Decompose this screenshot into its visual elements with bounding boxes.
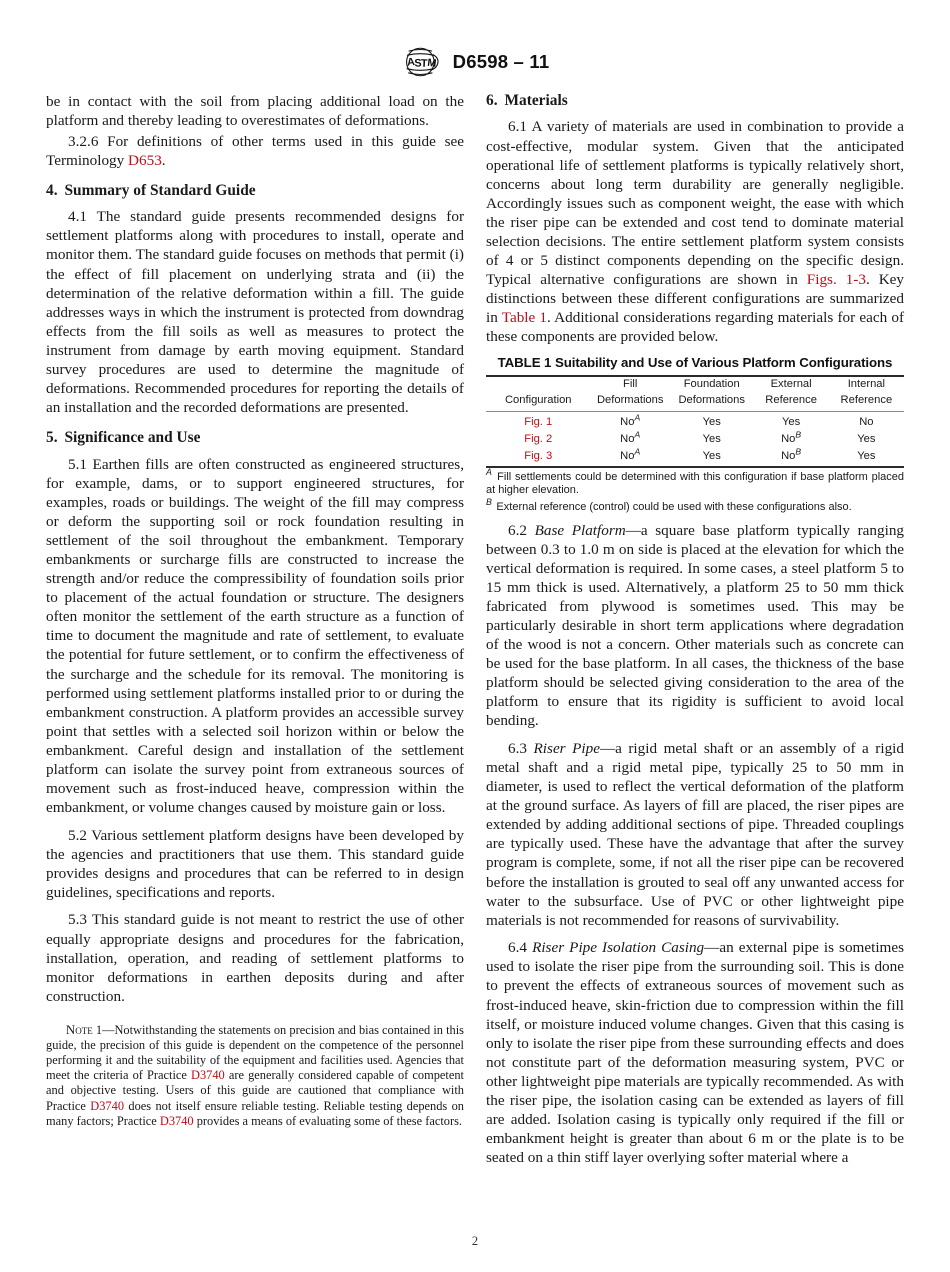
note-text-2: are generally considered capable of competent and objective testing. Users of this guide are cautioned that compliance with Practice — [46, 1068, 464, 1113]
note-1 — [46, 1022, 464, 1129]
table-1-title: TABLE 1 Suitability and Use of Various Platform Configurations — [497, 355, 893, 371]
cell-external — [754, 411, 829, 430]
page-number: 2 — [471, 1234, 479, 1248]
svg-text:T: T — [420, 57, 428, 70]
section-5-title: Significance and Use — [64, 429, 201, 447]
footnote-a-text: Fill settlements could be determined with this configuration if base platform placed at higher elevation. — [486, 470, 904, 497]
paragraph-spacer — [46, 903, 464, 910]
para-64-text: —an external pipe is sometimes used to isolate the riser pipe from the surrounding soil. This is done to prevent the effects of extraneous sources of movement such as frost-induced heave, skin-friction due to compression within the fill itself, or moisture induced volume changes. Given that this casing is only to isolate the riser pipe from these surrounding effects and does not constitute part of the deformation measuring system, PVC or other lightweight pipe materials are typically recommended. As with the riser pipe, the isolation casing can be extended as layers of fill are added. Isolation casing is typically only required if the fill or embankment height is greater than about 6 m or the plate is to be seated on a thin stiff layer overlying softer material where a — [486, 939, 904, 1167]
th-internal-reference: Reference — [829, 393, 904, 411]
paragraph-3-2-6 — [46, 132, 464, 170]
note-text-1: Notwithstanding the statements on precision and bias contained in this guide, the precision of this guide is dependent on the competence of the personnel performing it and the suitability of the equipment and facilities used. Agencies that meet the criteria of Practice — [46, 1022, 464, 1083]
link-figs-1-3[interactable]: Figs. 1-3 — [806, 271, 866, 289]
th-internal: Internal — [829, 376, 904, 393]
para-64-term: Riser Pipe Isolation Casing — [532, 939, 705, 957]
cell-fill — [591, 411, 670, 430]
footnote-b-text: External reference (control) could be used with these configurations also. — [493, 500, 852, 513]
svg-text:S: S — [413, 57, 422, 70]
section-heading-6 — [486, 92, 904, 110]
note-text-4: provides a means of evaluating some of these factors. — [193, 1113, 463, 1128]
note-text-3: does not itself ensure reliable testing. Reliable testing depends on many factors; Practice — [46, 1098, 464, 1128]
footnote-ref: A — [634, 429, 641, 440]
para-61-text-b: . Key distinctions between these different configurations are summarized in — [486, 271, 904, 327]
paragraph-6-2 — [486, 521, 904, 731]
section-4-number: 4. — [46, 181, 58, 199]
para-326-text-a: 3.2.6 For definitions of other terms used in this guide see Terminology — [46, 132, 464, 169]
paragraph-4-1: 4.1 The standard guide presents recommended designs for settlement platforms along with procedures to install, operate and monitor them. The standard guide focuses on methods that permit (i) the effect of fill placement on underlying strata and (ii) the determination of the relative deformation within a fill. The guide addresses ways in which the instrument is protected from downdrag effects from the fill soils as well as measures to protect the instrument from damage by earth moving equipment. Standard survey procedures are used to determine the magnitude of deformations. Recommended procedures for reporting the details of an installation and the recorded deformations are presented. — [46, 208, 464, 417]
link-d3740-2[interactable]: D3740 — [90, 1098, 125, 1113]
link-d3740-3[interactable]: D3740 — [159, 1113, 194, 1128]
paragraph-5-3: 5.3 This standard guide is not meant to restrict the use of other equally appropriate designs and procedures for the fabrication, installation, operation, and reading of settlement platforms to monitor deformations in earthen deposits during and after construction. — [46, 911, 464, 1005]
note-label: Note — [65, 1021, 93, 1037]
cell-fill — [591, 430, 670, 447]
cell-foundation: Yes — [702, 415, 721, 428]
cell-fill-value: No — [620, 415, 635, 428]
cell-external-value: No — [781, 432, 796, 445]
link-d653[interactable]: D653 — [128, 151, 162, 169]
left-column — [46, 92, 464, 1130]
th-external: External — [754, 376, 829, 393]
cell-configuration[interactable]: Fig. 3 — [486, 447, 591, 467]
th-foundation: Foundation — [670, 376, 754, 393]
cell-configuration[interactable]: Fig. 2 — [524, 432, 553, 445]
right-column — [486, 92, 904, 1169]
continued-paragraph: be in contact with the soil from placing additional load on the platform and thereby leading to overestimates of deformations. — [46, 93, 464, 130]
table-footnote-b — [486, 497, 904, 515]
cell-foundation: Yes — [702, 432, 721, 445]
paragraph-spacer — [46, 819, 464, 826]
th-blank — [486, 376, 591, 393]
para-63-term: Riser Pipe — [533, 739, 600, 757]
paragraph-6-1 — [486, 117, 904, 346]
paragraph-6-3 — [486, 739, 904, 930]
link-table-1[interactable]: Table 1 — [501, 309, 548, 327]
footnote-a-mark: A — [486, 466, 492, 477]
th-fill-deformations: Deformations — [591, 393, 670, 411]
th-external-reference: Reference — [754, 393, 829, 411]
footnote-b-mark: B — [486, 497, 492, 508]
cell-fill-value: No — [620, 450, 635, 463]
svg-text:M: M — [426, 56, 437, 70]
footnote-ref: A — [634, 446, 641, 457]
table-1-body — [486, 411, 904, 467]
standard-designation: D6598 – 11 — [452, 51, 550, 72]
table-1 — [486, 375, 904, 468]
footnote-ref: B — [795, 446, 802, 457]
para-63-number: 6.3 — [508, 739, 534, 757]
link-d3740-1[interactable]: D3740 — [191, 1068, 225, 1083]
page-header — [0, 44, 950, 80]
section-5-number: 5. — [46, 429, 58, 447]
cell-internal: Yes — [829, 447, 904, 467]
cell-fill — [591, 447, 670, 467]
cell-foundation: Yes — [670, 447, 754, 467]
table-1-head — [486, 376, 904, 411]
paragraph-5-2: 5.2 Various settlement platform designs have been developed by the agencies and practitioners that use them. This standard guide provides designs and procedures that can be referred to in design guidelines, specifications and reports. — [46, 826, 464, 901]
table-header-row-2 — [486, 393, 904, 411]
cell-internal: No — [859, 415, 874, 428]
paragraph-spacer — [486, 732, 904, 739]
para-61-text-c: . Additional considerations regarding materials for each of these components are provided below. — [486, 309, 904, 346]
table-1-container — [486, 355, 904, 514]
cell-external-value: Yes — [781, 415, 801, 428]
footnote-ref: A — [634, 411, 641, 422]
th-foundation-deformations: Deformations — [670, 393, 754, 411]
th-fill: Fill — [591, 376, 670, 393]
para-64-number: 6.4 — [508, 939, 533, 957]
para-61-text-a: 6.1 A variety of materials are used in combination to provide a cost-effective, modular system. Given that the anticipated operational life of settlement platforms is typically relatively short, concerns about long term durability are generally negligible. Accordingly issues such as component weight, the ease with which the riser pipe can be extended and cost tend to dominate material selection decisions. The entire settlement platform system consists of 4 or 5 distinct components depending on the specific design. Typical alternative configurations are shown in — [486, 118, 904, 289]
section-6-title: Materials — [504, 92, 568, 109]
svg-text:A: A — [406, 55, 416, 69]
footnote-ref: B — [795, 429, 802, 440]
astm-logo — [401, 47, 443, 77]
cell-internal: Yes — [857, 432, 876, 445]
section-heading-4 — [46, 182, 464, 200]
table-footnote-a — [486, 466, 904, 499]
para-63-text: —a rigid metal shaft or an assembly of a rigid metal shaft and a rigid metal pipe, typically 25 to 50 mm in diameter, is used to reflect the vertical deformation of the platform at the ground surface. As layers of fill are placed, the riser pipes are extended by adding additional sections of pipe. Threaded couplings are typically used. These have the advantage that after the survey program is complete, some, if not all the riser pipe can be recovered before the installation is grouted to seal off any unwanted access for water to the subsurface. Use of PVC or other lightweight pipe materials is not recommended for reasons of survivability. — [486, 739, 904, 929]
para-62-number: 6.2 — [508, 521, 535, 539]
table-row — [486, 447, 904, 467]
cell-external-value: No — [781, 450, 796, 463]
section-6-number: 6. — [486, 92, 498, 109]
section-heading-5 — [46, 429, 464, 447]
note-number: 1— — [92, 1022, 115, 1037]
paragraph-spacer — [486, 931, 904, 938]
paragraph-5-1: 5.1 Earthen fills are often constructed as engineered structures, for example, dams, or to support engineered structures, for examples, roads or buildings. The weight of the fill may compress or deform the supporting soil or rock foundation resulting in settlement of the soil throughout the embankment. Temporary embankments or surcharge fills are constructed to increase the strength and/or reduce the compressibility of foundation soils prior to placement of the actual foundation or structure. The designers often monitor the settlement of the earth structure as a function of time to document the magnitude and rate of settlement, to evaluate the potential for future settlement, or to confirm the effectiveness of the surcharge and the schedule for its removal. The monitoring is performed using settlement platforms installed prior to or during the embankment construction. A platform provides an accessible survey point that settles with a selected soil horizon within or below the embankment. Careful design and installation of the settlement platform can isolate the survey point from extraneous sources of movement such as frost-induced heave, compression within the embankment, or volume changes caused by moisture gain or loss. — [46, 455, 464, 817]
para-62-text: —a square base platform typically ranging between 0.3 to 1.0 m on side is placed at the elevation for which the vertical deformation is required. In some cases, a steel platform 5 to 15 mm thick is used. Alternatively, a platform 25 to 50 mm thick fabricated from plywood is sometimes used. This may be particularly desirable in short term applications where degradation of the wood is not a concern. Other materials such as concrete can be used for the base platform. In all cases, the thickness of the base platform should be selected giving consideration to the area of the platform to ensure that its rigidity is sufficient to avoid local bending. — [486, 521, 905, 730]
cell-external — [754, 430, 829, 447]
cell-configuration[interactable]: Fig. 1 — [524, 415, 553, 428]
table-row — [486, 411, 904, 430]
table-header-row-1 — [486, 376, 904, 393]
th-configuration: Configuration — [486, 393, 591, 411]
cell-external — [754, 447, 829, 467]
para-62-term: Base Platform — [534, 521, 626, 539]
paragraph-6-4 — [486, 938, 904, 1167]
table-row — [486, 430, 904, 447]
section-4-title: Summary of Standard Guide — [64, 181, 256, 199]
para-326-text-b: . — [161, 151, 166, 169]
cell-fill-value: No — [620, 432, 635, 445]
